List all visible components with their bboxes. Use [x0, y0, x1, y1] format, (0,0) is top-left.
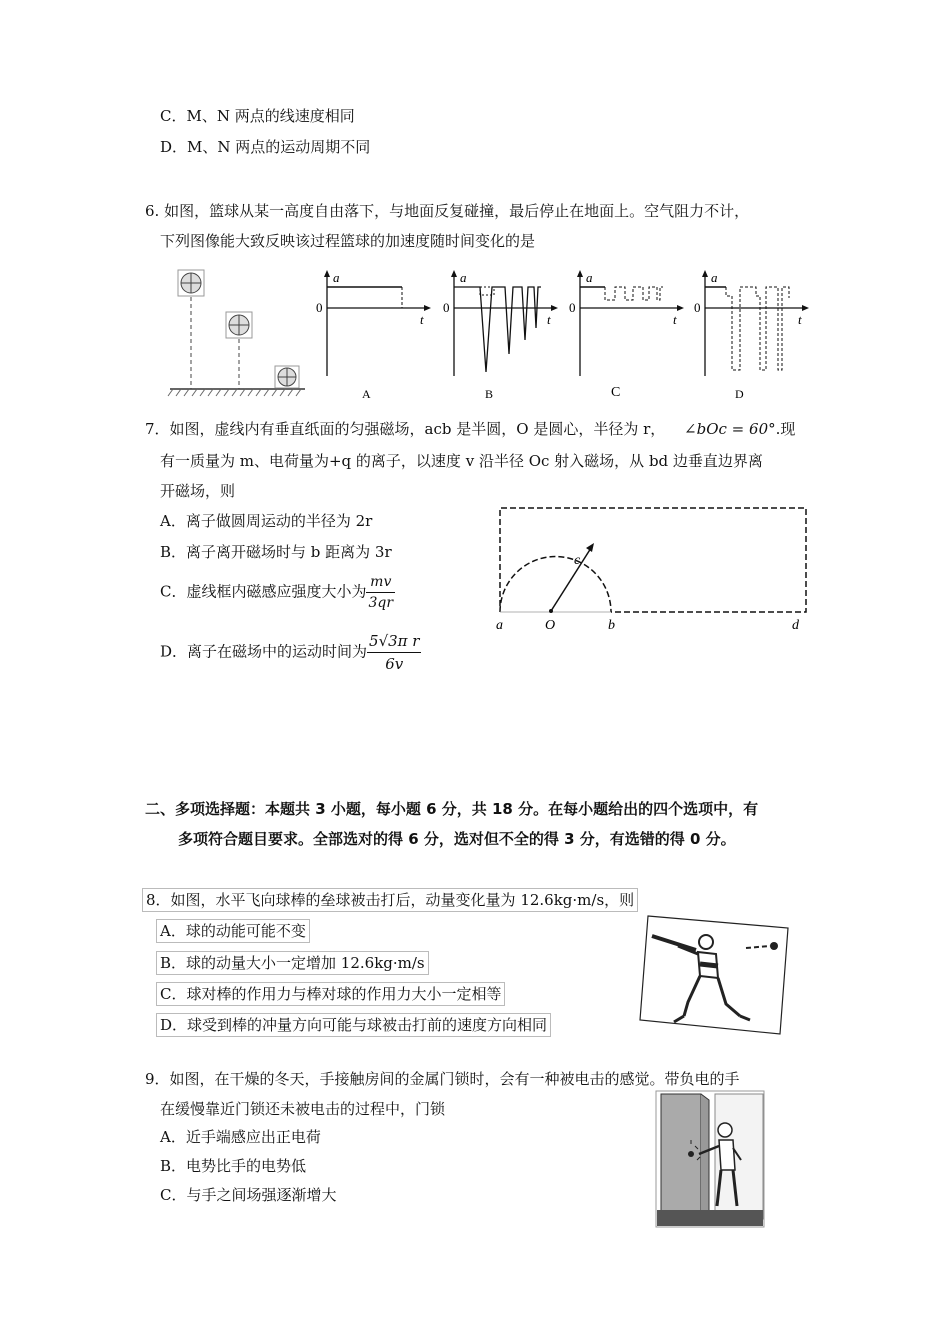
q7-option-c: [160, 572, 395, 613]
graph-a: [310, 268, 435, 408]
q7-angle: ∠bOc = 60°: [684, 420, 776, 438]
q7-option-c-text: C．虚线框内磁感应强度大小为: [160, 582, 367, 601]
q7-option-b: B．离子离开磁场时与 b 距离为 3r: [160, 543, 392, 561]
q9-option-c: C．与手之间场强逐渐增大: [160, 1186, 337, 1204]
section2-header-line2: 多项符合题目要求。全部选对的得 6 分，选对但不全的得 3 分，有选错的得 0 分。: [178, 830, 736, 848]
q7-stem-line2: 有一质量为 m、电荷量为+q 的离子，以速度 v 沿半径 Oc 射入磁场，从 bd 边垂直边界离: [160, 452, 763, 470]
graph-d-zero: 0: [694, 300, 701, 315]
q6-stem-line2: 下列图像能大致反映该过程篮球的加速度随时间变化的是: [160, 232, 536, 250]
q9-stem-line2: 在缓慢靠近门锁还未被电击的过程中，门锁: [160, 1100, 446, 1118]
graph-b: [437, 268, 562, 408]
q8-option-d: D．球受到棒的冲量方向可能与球被击打前的速度方向相同: [156, 1013, 551, 1037]
graph-a-y-label: a: [333, 270, 340, 285]
graph-b-zero: 0: [443, 300, 450, 315]
graph-c-y-label: a: [586, 270, 593, 285]
q7-stem-line1: [145, 418, 795, 440]
graph-d-label: D: [735, 387, 744, 401]
graph-d-y-label: a: [711, 270, 718, 285]
q8-option-a: A．球的动能可能不变: [156, 919, 310, 943]
graph-a-zero: 0: [316, 300, 323, 315]
section2-header-line1: 二、多项选择题：本题共 3 小题，每小题 6 分，共 18 分。在每小题给出的四个选项中，有: [145, 800, 759, 818]
fig-label-a: a: [496, 618, 503, 633]
graph-c-x-label: t: [673, 312, 677, 327]
q7-option-c-denominator: 3qr: [368, 595, 394, 611]
basketball-drop-figure: [165, 268, 310, 403]
q7-stem-line3: 开磁场，则: [160, 482, 236, 500]
graph-c: [563, 268, 688, 408]
q7-option-a: A．离子做圆周运动的半径为 2r: [160, 512, 373, 530]
baseball-batter-illustration: [638, 912, 793, 1037]
graph-a-label: A: [362, 387, 371, 401]
q7-option-d-numerator: 5√3π r: [367, 630, 421, 653]
graph-d-x-label: t: [798, 312, 802, 327]
graph-a-x-label: t: [420, 312, 424, 327]
q5-option-d: D．M、N 两点的运动周期不同: [160, 138, 371, 156]
fig-label-c: c: [574, 553, 581, 568]
q7-stem-line1-end: .现: [775, 420, 796, 438]
fig-label-o: O: [545, 618, 556, 633]
fig-label-b: b: [608, 618, 615, 633]
q5-option-c: C．M、N 两点的线速度相同: [160, 107, 355, 125]
graph-c-label: C: [611, 385, 621, 400]
graph-b-y-label: a: [460, 270, 467, 285]
q8-stem: 8．如图，水平飞向球棒的垒球被击打后，动量变化量为 12.6kg·m/s，则: [142, 888, 638, 912]
q8-option-b: B．球的动量大小一定增加 12.6kg·m/s: [156, 951, 429, 975]
q7-option-d-text: D．离子在磁场中的运动时间为: [160, 642, 368, 661]
fig-label-d: d: [792, 618, 799, 633]
q7-option-d-denominator: 6v: [385, 655, 404, 673]
q9-stem-line1: 9．如图，在干燥的冬天，手接触房间的金属门锁时，会有一种被电击的感觉。带负电的手: [145, 1070, 740, 1088]
door-lock-illustration: [655, 1090, 767, 1230]
graph-b-label: B: [485, 387, 494, 401]
graph-d: [688, 268, 813, 408]
q6-stem-line1: 6. 如图，篮球从某一高度自由落下，与地面反复碰撞，最后停止在地面上。空气阻力不计，: [145, 202, 750, 220]
magnetic-field-figure: [490, 500, 815, 640]
graph-b-x-label: t: [547, 312, 551, 327]
q7-stem-line1-text: 7．如图，虚线内有垂直纸面的匀强磁场，acb 是半圆，O 是圆心，半径为 r，: [145, 420, 666, 438]
q9-option-b: B．电势比手的电势低: [160, 1157, 307, 1175]
q9-option-a: A．近手端感应出正电荷: [160, 1128, 321, 1146]
q8-option-c: C．球对棒的作用力与棒对球的作用力大小一定相等: [156, 982, 505, 1006]
q7-option-c-numerator: mv: [366, 572, 395, 593]
graph-c-zero: 0: [569, 300, 576, 315]
q7-option-d: [160, 630, 421, 675]
